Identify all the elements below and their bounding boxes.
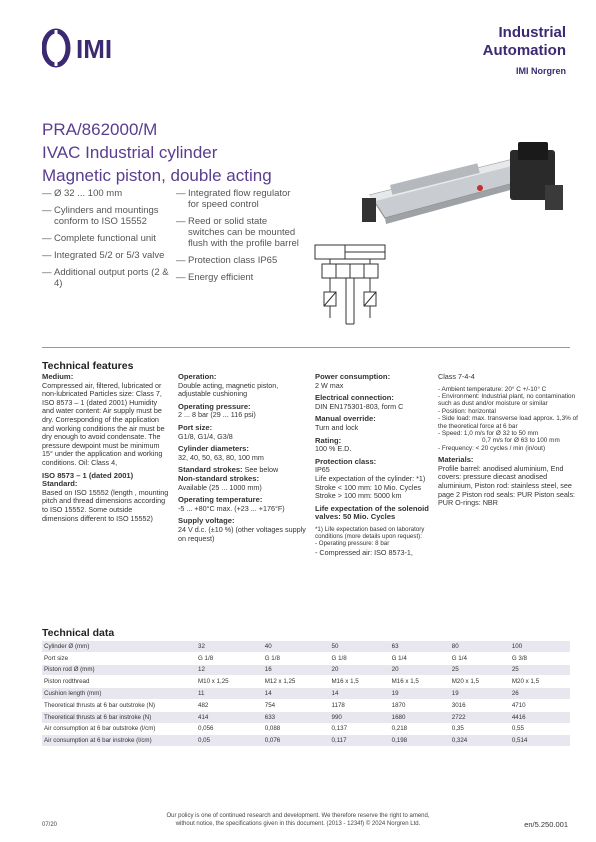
table-row [42,735,570,747]
bullet-item: — Complete functional unit [42,233,170,244]
section-divider [42,347,570,348]
table-cell: 40 [263,641,330,652]
port-text: G1/8, G1/4, G3/8 [178,431,233,441]
disclaimer-line1: Our policy is one of continued research and development. We therefore reserve the right to amend, [166,813,430,819]
strokes-text: See below [244,465,279,475]
table-cell: 0,05 [196,735,263,747]
footer-disclaimer [0,812,596,828]
bullet-item: — Integrated 5/2 or 5/3 valve [42,250,170,261]
protection-text: IP65 [315,465,330,475]
brand-name: IMI Norgren [515,66,566,76]
table-row [42,723,570,735]
table-cell: 0,117 [330,735,390,747]
table-cell: G 1/8 [330,652,390,664]
table-cell: M20 x 1,5 [450,676,510,688]
table-row [42,699,570,711]
row-label: Piston rod Ø (mm) [42,664,196,676]
medium-text: Compressed air, filtered, lubricated or non-lubricated Particles size: Class 7, ISO 8573 – 1 (dated 2001) Humidity and water content: Air supply must be dry. Corresponding of the application and working conditions the air must be dry enough to avoid condensate. The pressure dewpoint must be minimum 15° under the application and working conditions. Oil: Class 4, [42,380,165,467]
table-cell: 0,076 [263,735,330,747]
division-header [483,24,566,76]
table-row [42,641,570,652]
table-cell: 0,35 [450,723,510,735]
table-cell: G 3/8 [510,652,570,664]
supply-label: Supply voltage: [178,516,235,526]
solenoid-label: Life expectation of the solenoid valves: 50 Mio. Cycles [315,503,429,522]
electrical-text: DIN EN175301-803, form C [315,401,404,411]
product-title [42,118,272,187]
bullet-item: — Integrated flow regulator for speed control [176,188,304,210]
materials-label: Materials: [438,455,474,465]
env-item: - Speed: 1,0 m/s for Ø 32 to 50 mm [438,430,539,438]
table-cell: 11 [196,688,263,700]
table-cell: 0,324 [450,735,510,747]
life-text: Life expectation of the cylinder: *1) Stroke < 100 mm: 10 Mio. Cycles Stroke > 100 mm: 5000 km [315,473,426,501]
title-subtitle: Magnetic piston, double acting [42,166,272,185]
medium-label: Medium: [42,372,74,381]
table-cell: 0,198 [390,735,450,747]
title-code: PRA/862000/M [42,120,158,139]
power-text: 2 W max [315,380,344,390]
bullet-item: — Energy efficient [176,272,304,283]
table-cell: 20 [390,664,450,676]
table-cell: M16 x 1,5 [330,676,390,688]
table-cell: 0,514 [510,735,570,747]
division-line1: Industrial [498,24,566,41]
technical-features-heading: Technical features [42,360,134,372]
diameters-label: Cylinder diameters: [178,444,249,454]
bullet-item: — Additional output ports (2 & 4) [42,267,170,289]
table-cell: 25 [450,664,510,676]
rating-label: Rating: [315,435,342,445]
row-label: Port size [42,652,196,664]
temperature-text: -5 ... +80°C max. (+23 ... +176°F) [178,503,285,513]
table-cell: 12 [196,664,263,676]
row-label: Piston rodthread [42,676,196,688]
row-label: Theoretical thrusts at 6 bar instroke (N) [42,711,196,723]
division-line2: Automation [482,42,566,59]
env-item: - Position: horizontal [438,407,496,415]
table-cell: G 1/4 [390,652,450,664]
temperature-label: Operating temperature: [178,495,263,505]
env-item: - Side load: max. transverse load approx. 1,3% of the theoretical force at 6 bar [438,415,578,430]
table-cell: 20 [330,664,390,676]
standard-text: Based on ISO 15552 (length , mounting pitch and thread dimensions according to ISO 15552. Some outside dimensions different to ISO 15552) [42,487,169,523]
technical-data-table [42,641,570,747]
table-row [42,688,570,700]
table-cell: 0,218 [390,723,450,735]
table-cell: 414 [196,711,263,723]
power-label: Power consumption: [315,372,391,381]
rating-text: 100 % E.D. [315,444,352,454]
table-cell: 14 [330,688,390,700]
table-cell: 4710 [510,699,570,711]
port-label: Port size: [178,422,213,432]
table-cell: 100 [510,641,570,652]
pressure-label: Operating pressure: [178,401,251,411]
table-cell: 26 [510,688,570,700]
protection-label: Protection class: [315,456,377,466]
table-cell: 63 [390,641,450,652]
env-item: 0,7 m/s for Ø 63 to 100 mm [482,437,560,445]
table-cell: M16 x 1,5 [390,676,450,688]
table-cell: M10 x 1,25 [196,676,263,688]
svg-text:IMI: IMI [76,34,113,64]
table-cell: 0,056 [196,723,263,735]
table-row [42,652,570,664]
materials-text: Profile barrel: anodised aluminium, End covers: pressure diecast anodised aluminium, Piston rod: stainless steel, see page 2 Piston rod seals: PUR Piston seals: PUR O-rings: NBR [438,463,576,508]
table-cell: 0,137 [330,723,390,735]
electrical-label: Electrical connection: [315,393,394,403]
row-label: Air consumption at 6 bar outstroke (l/cm) [42,723,196,735]
table-cell: M20 x 1,5 [510,676,570,688]
table-cell: 19 [450,688,510,700]
footer-code: en/5.250.001 [524,820,568,829]
table-cell: 0,088 [263,723,330,735]
table-cell: 754 [263,699,330,711]
env-item: - Frequency: < 20 cycles / min (in/out) [438,444,546,452]
imi-logo [42,28,132,68]
manual-text: Turn and lock [315,422,359,432]
footer-date: 07/20 [42,822,58,828]
table-cell: 3016 [450,699,510,711]
table-cell: G 1/8 [196,652,263,664]
supply-text: 24 V d.c. (±10 %) (other voltages supply on request) [178,524,306,543]
table-cell: M12 x 1,25 [263,676,330,688]
table-cell: 4416 [510,711,570,723]
bullet-item: — Protection class IP65 [176,255,304,266]
table-cell: G 1/8 [263,652,330,664]
table-row [42,711,570,723]
title-name: IVAC Industrial cylinder [42,143,218,162]
features-column-4 [438,373,578,512]
table-cell: 14 [263,688,330,700]
features-column-1 [42,373,170,527]
bullet-item: — Cylinders and mountings conform to ISO 15552 [42,205,170,227]
note-item: - Compressed air: ISO 8573-1, [315,547,413,557]
table-cell: 633 [263,711,330,723]
table-cell: 0,55 [510,723,570,735]
pressure-text: 2 ... 8 bar (29 ... 116 psi) [178,410,256,420]
table-row [42,676,570,688]
feature-bullets-left [42,188,170,295]
table-cell: 80 [450,641,510,652]
table-cell: 25 [510,664,570,676]
table-cell: 32 [196,641,263,652]
env-item: - Environment: Industrial plant, no contamination such as dust and/or moisture or similar [438,393,576,408]
manual-label: Manual override: [315,414,376,424]
pneumatic-schematic [310,240,390,332]
env-item: - Ambient temperature: 20° C +/-10° C [438,385,547,393]
row-label: Theoretical thrusts at 6 bar outstroke (N) [42,699,196,711]
nonstd-label: Non-standard strokes: [178,473,260,483]
technical-data-heading: Technical data [42,627,115,639]
table-row [42,664,570,676]
diameters-text: 32, 40, 50, 63, 80, 100 mm [178,452,264,462]
table-cell: 50 [330,641,390,652]
table-cell: 990 [330,711,390,723]
cylinder-photo [360,140,565,235]
features-column-2 [178,373,306,547]
row-label: Cylinder Ø (mm) [42,641,196,652]
table-cell: 2722 [450,711,510,723]
life-note: *1) Life expectation based on laboratory conditions (more details upon request): [315,525,425,541]
note-item: - Operating pressure: 8 bar [315,540,390,548]
table-cell: 482 [196,699,263,711]
features-column-3 [315,373,435,558]
row-label: Cushion length (mm) [42,688,196,700]
class-text: Class 7-4-4 [438,372,475,381]
operation-label: Operation: [178,372,217,381]
table-cell: 16 [263,664,330,676]
operation-text: Double acting, magnetic piston, adjustable cushioning [178,380,279,399]
strokes-label: Standard strokes: [178,465,243,475]
feature-bullets-right [176,188,304,289]
table-cell: G 1/4 [450,652,510,664]
bullet-item: — Ø 32 ... 100 mm [42,188,170,199]
bullet-item: — Reed or solid state switches can be mounted flush with the profile barrel [176,216,304,249]
nonstd-text: Available (25 ... 1000 mm) [178,482,262,492]
disclaimer-line2: without notice, the specifications given in this document. (2013 - 1234f) © 2024 Norgren Ltd. [175,821,421,827]
row-label: Air consumption at 6 bar instroke (l/cm) [42,735,196,747]
table-cell: 1870 [390,699,450,711]
table-cell: 19 [390,688,450,700]
standard-label: ISO 8573 – 1 (dated 2001) Standard: [42,470,134,489]
table-cell: 1680 [390,711,450,723]
table-cell: 1178 [330,699,390,711]
